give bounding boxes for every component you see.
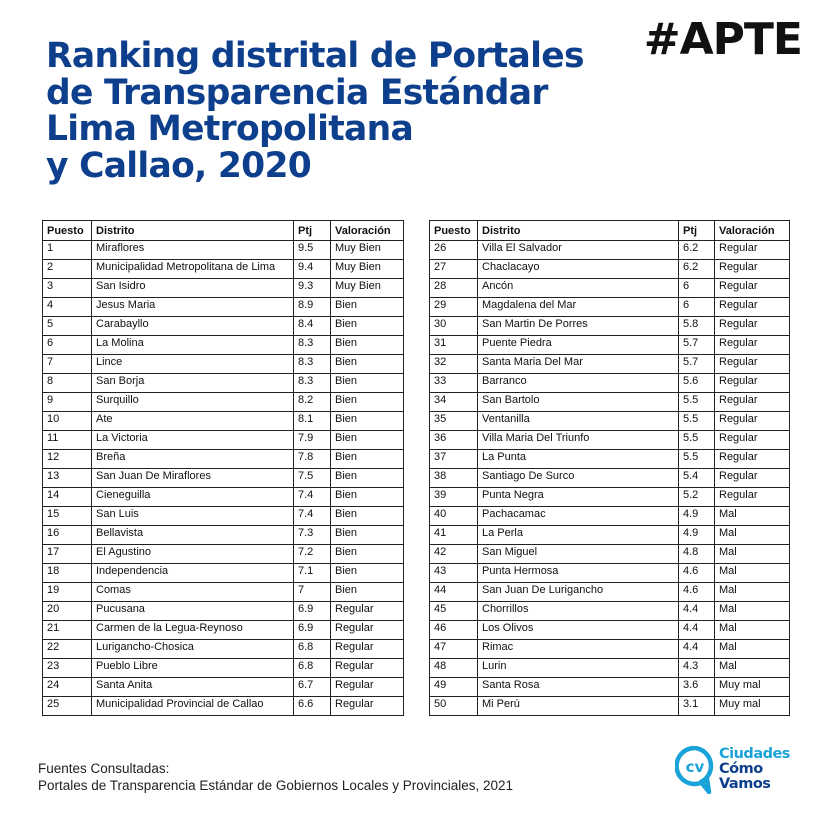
rating-cell: Regular	[331, 640, 404, 659]
sources-text: Portales de Transparencia Estándar de Gobiernos Locales y Provinciales, 2021	[38, 778, 514, 793]
ranking-table-right	[429, 220, 790, 716]
district-cell: San Bartolo	[478, 393, 679, 412]
rating-cell: Bien	[331, 507, 404, 526]
score-cell: 6.9	[294, 602, 331, 621]
district-cell: Chaclacayo	[478, 260, 679, 279]
score-cell: 5.4	[679, 469, 715, 488]
rank-cell: 21	[43, 621, 92, 640]
score-cell: 4.4	[679, 640, 715, 659]
score-cell: 6.2	[679, 260, 715, 279]
rating-cell: Regular	[331, 602, 404, 621]
rank-cell: 23	[43, 659, 92, 678]
rating-cell: Bien	[331, 526, 404, 545]
score-cell: 6.7	[294, 678, 331, 697]
rank-cell: 31	[430, 336, 478, 355]
district-cell: La Victoria	[92, 431, 294, 450]
district-cell: San Borja	[92, 374, 294, 393]
page-title	[46, 38, 584, 184]
district-cell: Pucusana	[92, 602, 294, 621]
title-line-3: Lima Metropolitana	[46, 109, 414, 149]
score-cell: 8.1	[294, 412, 331, 431]
district-cell: Bellavista	[92, 526, 294, 545]
rank-cell: 44	[430, 583, 478, 602]
district-cell: Puente Piedra	[478, 336, 679, 355]
rank-cell: 47	[430, 640, 478, 659]
table-row	[43, 355, 404, 374]
rank-cell: 14	[43, 488, 92, 507]
cv-logo-icon	[675, 746, 715, 794]
rank-cell: 28	[430, 279, 478, 298]
score-cell: 6.9	[294, 621, 331, 640]
rating-cell: Mal	[715, 659, 790, 678]
table-row	[430, 412, 790, 431]
district-cell: Comas	[92, 583, 294, 602]
table-row	[43, 678, 404, 697]
district-cell: Barranco	[478, 374, 679, 393]
table-row	[43, 545, 404, 564]
table-row	[43, 412, 404, 431]
table-row	[430, 659, 790, 678]
rank-cell: 30	[430, 317, 478, 336]
table-row	[430, 526, 790, 545]
rating-cell: Mal	[715, 545, 790, 564]
score-cell: 7	[294, 583, 331, 602]
column-header-valoracion: Valoración	[331, 221, 404, 241]
ranking-table-left	[42, 220, 404, 716]
score-cell: 7.4	[294, 488, 331, 507]
rank-cell: 11	[43, 431, 92, 450]
table-row	[43, 469, 404, 488]
score-cell: 6.6	[294, 697, 331, 716]
rank-cell: 19	[43, 583, 92, 602]
column-header-ptj: Ptj	[294, 221, 331, 241]
rank-cell: 9	[43, 393, 92, 412]
rank-cell: 17	[43, 545, 92, 564]
rank-cell: 48	[430, 659, 478, 678]
district-cell: Jesus Maria	[92, 298, 294, 317]
rating-cell: Muy Bien	[331, 279, 404, 298]
rank-cell: 13	[43, 469, 92, 488]
rating-cell: Bien	[331, 545, 404, 564]
rank-cell: 43	[430, 564, 478, 583]
rank-cell: 15	[43, 507, 92, 526]
score-cell: 8.3	[294, 336, 331, 355]
sources-label: Fuentes Consultadas:	[38, 761, 170, 776]
score-cell: 6.2	[679, 241, 715, 260]
rank-cell: 26	[430, 241, 478, 260]
rating-cell: Bien	[331, 564, 404, 583]
rating-cell: Regular	[331, 697, 404, 716]
rating-cell: Mal	[715, 583, 790, 602]
rating-cell: Regular	[715, 298, 790, 317]
table-row	[430, 336, 790, 355]
logo-mark-text: cv	[685, 758, 705, 776]
rating-cell: Regular	[715, 450, 790, 469]
score-cell: 3.6	[679, 678, 715, 697]
column-header-ptj: Ptj	[679, 221, 715, 241]
district-cell: Villa El Salvador	[478, 241, 679, 260]
score-cell: 8.3	[294, 374, 331, 393]
rank-cell: 1	[43, 241, 92, 260]
rank-cell: 27	[430, 260, 478, 279]
rating-cell: Bien	[331, 317, 404, 336]
rating-cell: Regular	[715, 488, 790, 507]
score-cell: 6	[679, 279, 715, 298]
rating-cell: Regular	[715, 355, 790, 374]
score-cell: 5.5	[679, 412, 715, 431]
table-row	[430, 393, 790, 412]
table-row	[43, 507, 404, 526]
score-cell: 9.3	[294, 279, 331, 298]
score-cell: 5.2	[679, 488, 715, 507]
score-cell: 5.5	[679, 450, 715, 469]
table-row	[43, 374, 404, 393]
district-cell: Lurin	[478, 659, 679, 678]
table-row	[430, 488, 790, 507]
district-cell: Lurigancho-Chosica	[92, 640, 294, 659]
rating-cell: Muy Bien	[331, 241, 404, 260]
table-row	[430, 640, 790, 659]
table-row	[430, 469, 790, 488]
rank-cell: 12	[43, 450, 92, 469]
district-cell: Carabayllo	[92, 317, 294, 336]
rating-cell: Regular	[715, 241, 790, 260]
table-row	[43, 393, 404, 412]
rank-cell: 6	[43, 336, 92, 355]
district-cell: Ventanilla	[478, 412, 679, 431]
table-row	[430, 583, 790, 602]
score-cell: 5.7	[679, 336, 715, 355]
rating-cell: Muy mal	[715, 678, 790, 697]
rating-cell: Bien	[331, 393, 404, 412]
table-row	[43, 260, 404, 279]
district-cell: Cieneguilla	[92, 488, 294, 507]
table-row	[43, 298, 404, 317]
title-line-1: Ranking distrital de Portales	[46, 36, 584, 76]
table-row	[43, 450, 404, 469]
rating-cell: Regular	[715, 431, 790, 450]
table-row	[430, 545, 790, 564]
district-cell: Pueblo Libre	[92, 659, 294, 678]
rank-cell: 29	[430, 298, 478, 317]
district-cell: Breña	[92, 450, 294, 469]
logo-line-2: Cómo	[719, 761, 763, 777]
rank-cell: 3	[43, 279, 92, 298]
rank-cell: 38	[430, 469, 478, 488]
rating-cell: Regular	[331, 659, 404, 678]
rating-cell: Bien	[331, 412, 404, 431]
table-row	[430, 564, 790, 583]
rank-cell: 49	[430, 678, 478, 697]
district-cell: Villa Maria Del Triunfo	[478, 431, 679, 450]
table-row	[430, 697, 790, 716]
column-header-puesto: Puesto	[430, 221, 478, 241]
rating-cell: Bien	[331, 355, 404, 374]
district-cell: Pachacamac	[478, 507, 679, 526]
table-row	[43, 526, 404, 545]
score-cell: 7.3	[294, 526, 331, 545]
rank-cell: 46	[430, 621, 478, 640]
district-cell: San Isidro	[92, 279, 294, 298]
table-row	[43, 640, 404, 659]
district-cell: Magdalena del Mar	[478, 298, 679, 317]
rank-cell: 7	[43, 355, 92, 374]
rank-cell: 8	[43, 374, 92, 393]
rank-cell: 18	[43, 564, 92, 583]
column-header-distrito: Distrito	[478, 221, 679, 241]
rating-cell: Muy mal	[715, 697, 790, 716]
column-header-distrito: Distrito	[92, 221, 294, 241]
district-cell: San Juan De Miraflores	[92, 469, 294, 488]
score-cell: 5.5	[679, 431, 715, 450]
score-cell: 4.3	[679, 659, 715, 678]
district-cell: Santiago De Surco	[478, 469, 679, 488]
score-cell: 6.8	[294, 640, 331, 659]
rating-cell: Regular	[715, 317, 790, 336]
rank-cell: 10	[43, 412, 92, 431]
table-row	[430, 241, 790, 260]
district-cell: Municipalidad Provincial de Callao	[92, 697, 294, 716]
district-cell: El Agustino	[92, 545, 294, 564]
score-cell: 7.5	[294, 469, 331, 488]
score-cell: 8.3	[294, 355, 331, 374]
rating-cell: Bien	[331, 488, 404, 507]
district-cell: Surquillo	[92, 393, 294, 412]
rating-cell: Bien	[331, 298, 404, 317]
district-cell: La Perla	[478, 526, 679, 545]
rating-cell: Regular	[715, 260, 790, 279]
district-cell: Santa Rosa	[478, 678, 679, 697]
rank-cell: 37	[430, 450, 478, 469]
score-cell: 5.7	[679, 355, 715, 374]
rating-cell: Mal	[715, 564, 790, 583]
district-cell: Rimac	[478, 640, 679, 659]
table-row	[43, 564, 404, 583]
table-row	[43, 241, 404, 260]
score-cell: 4.6	[679, 583, 715, 602]
rating-cell: Mal	[715, 602, 790, 621]
table-row	[430, 298, 790, 317]
district-cell: San Juan De Lurigancho	[478, 583, 679, 602]
district-cell: Ate	[92, 412, 294, 431]
table-row	[43, 336, 404, 355]
table-row	[430, 431, 790, 450]
table-row	[430, 507, 790, 526]
table-row	[430, 260, 790, 279]
score-cell: 9.5	[294, 241, 331, 260]
table-row	[430, 374, 790, 393]
score-cell: 4.4	[679, 602, 715, 621]
rank-cell: 40	[430, 507, 478, 526]
table-row	[43, 621, 404, 640]
rating-cell: Mal	[715, 621, 790, 640]
score-cell: 8.9	[294, 298, 331, 317]
district-cell: Municipalidad Metropolitana de Lima	[92, 260, 294, 279]
district-cell: La Molina	[92, 336, 294, 355]
title-line-4: y Callao, 2020	[46, 145, 312, 186]
district-cell: San Luis	[92, 507, 294, 526]
table-row	[43, 317, 404, 336]
score-cell: 7.8	[294, 450, 331, 469]
table-row	[43, 659, 404, 678]
rating-cell: Regular	[331, 678, 404, 697]
table-row	[430, 279, 790, 298]
rating-cell: Regular	[715, 336, 790, 355]
score-cell: 7.9	[294, 431, 331, 450]
sources-footer	[38, 760, 513, 794]
score-cell: 8.4	[294, 317, 331, 336]
rank-cell: 39	[430, 488, 478, 507]
district-cell: San Martin De Porres	[478, 317, 679, 336]
table-row	[430, 678, 790, 697]
table-row	[430, 355, 790, 374]
rating-cell: Regular	[715, 279, 790, 298]
district-cell: Santa Anita	[92, 678, 294, 697]
rank-cell: 25	[43, 697, 92, 716]
score-cell: 9.4	[294, 260, 331, 279]
score-cell: 7.1	[294, 564, 331, 583]
rank-cell: 41	[430, 526, 478, 545]
score-cell: 5.5	[679, 393, 715, 412]
district-cell: Independencia	[92, 564, 294, 583]
score-cell: 5.6	[679, 374, 715, 393]
rank-cell: 16	[43, 526, 92, 545]
rank-cell: 35	[430, 412, 478, 431]
rank-cell: 36	[430, 431, 478, 450]
table-row	[430, 317, 790, 336]
rating-cell: Regular	[715, 412, 790, 431]
table-row	[43, 279, 404, 298]
rating-cell: Mal	[715, 507, 790, 526]
rating-cell: Muy Bien	[331, 260, 404, 279]
score-cell: 7.4	[294, 507, 331, 526]
rating-cell: Mal	[715, 526, 790, 545]
district-cell: Chorrillos	[478, 602, 679, 621]
score-cell: 4.9	[679, 507, 715, 526]
rank-cell: 5	[43, 317, 92, 336]
logo-line-3: Vamos	[719, 776, 771, 792]
column-header-valoracion: Valoración	[715, 221, 790, 241]
hashtag-label: #APTE	[643, 14, 802, 65]
table-row	[430, 602, 790, 621]
district-cell: Punta Hermosa	[478, 564, 679, 583]
table-row	[43, 697, 404, 716]
rank-cell: 2	[43, 260, 92, 279]
score-cell: 8.2	[294, 393, 331, 412]
ranking-table-left-body	[43, 241, 404, 716]
district-cell: La Punta	[478, 450, 679, 469]
title-line-2: de Transparencia Estándar	[46, 72, 548, 113]
table-row	[43, 583, 404, 602]
logo-line-1: Ciudades	[719, 746, 790, 762]
rank-cell: 4	[43, 298, 92, 317]
district-cell: Miraflores	[92, 241, 294, 260]
rating-cell: Regular	[715, 393, 790, 412]
district-cell: Lince	[92, 355, 294, 374]
rating-cell: Bien	[331, 374, 404, 393]
column-header-puesto: Puesto	[43, 221, 92, 241]
score-cell: 4.9	[679, 526, 715, 545]
table-row	[43, 431, 404, 450]
district-cell: Ancón	[478, 279, 679, 298]
score-cell: 4.4	[679, 621, 715, 640]
rank-cell: 24	[43, 678, 92, 697]
rank-cell: 33	[430, 374, 478, 393]
rank-cell: 45	[430, 602, 478, 621]
score-cell: 6	[679, 298, 715, 317]
rating-cell: Bien	[331, 583, 404, 602]
ciudades-como-vamos-logo	[675, 742, 805, 798]
score-cell: 3.1	[679, 697, 715, 716]
table-header-row	[43, 221, 404, 241]
rating-cell: Bien	[331, 450, 404, 469]
rank-cell: 20	[43, 602, 92, 621]
rating-cell: Bien	[331, 469, 404, 488]
table-row	[43, 602, 404, 621]
rating-cell: Mal	[715, 640, 790, 659]
rank-cell: 22	[43, 640, 92, 659]
district-cell: Carmen de la Legua-Reynoso	[92, 621, 294, 640]
score-cell: 4.8	[679, 545, 715, 564]
table-row	[430, 621, 790, 640]
rating-cell: Regular	[715, 469, 790, 488]
rating-cell: Regular	[715, 374, 790, 393]
score-cell: 4.6	[679, 564, 715, 583]
ranking-table-right-body	[430, 241, 790, 716]
table-row	[43, 488, 404, 507]
rank-cell: 42	[430, 545, 478, 564]
district-cell: Punta Negra	[478, 488, 679, 507]
district-cell: Mi Perú	[478, 697, 679, 716]
table-header-row	[430, 221, 790, 241]
rating-cell: Bien	[331, 336, 404, 355]
rating-cell: Bien	[331, 431, 404, 450]
rank-cell: 34	[430, 393, 478, 412]
score-cell: 6.8	[294, 659, 331, 678]
table-row	[430, 450, 790, 469]
logo-wordmark	[719, 747, 790, 792]
rank-cell: 32	[430, 355, 478, 374]
rank-cell: 50	[430, 697, 478, 716]
district-cell: Santa Maria Del Mar	[478, 355, 679, 374]
district-cell: Los Olivos	[478, 621, 679, 640]
score-cell: 5.8	[679, 317, 715, 336]
rating-cell: Regular	[331, 621, 404, 640]
score-cell: 7.2	[294, 545, 331, 564]
district-cell: San Miguel	[478, 545, 679, 564]
